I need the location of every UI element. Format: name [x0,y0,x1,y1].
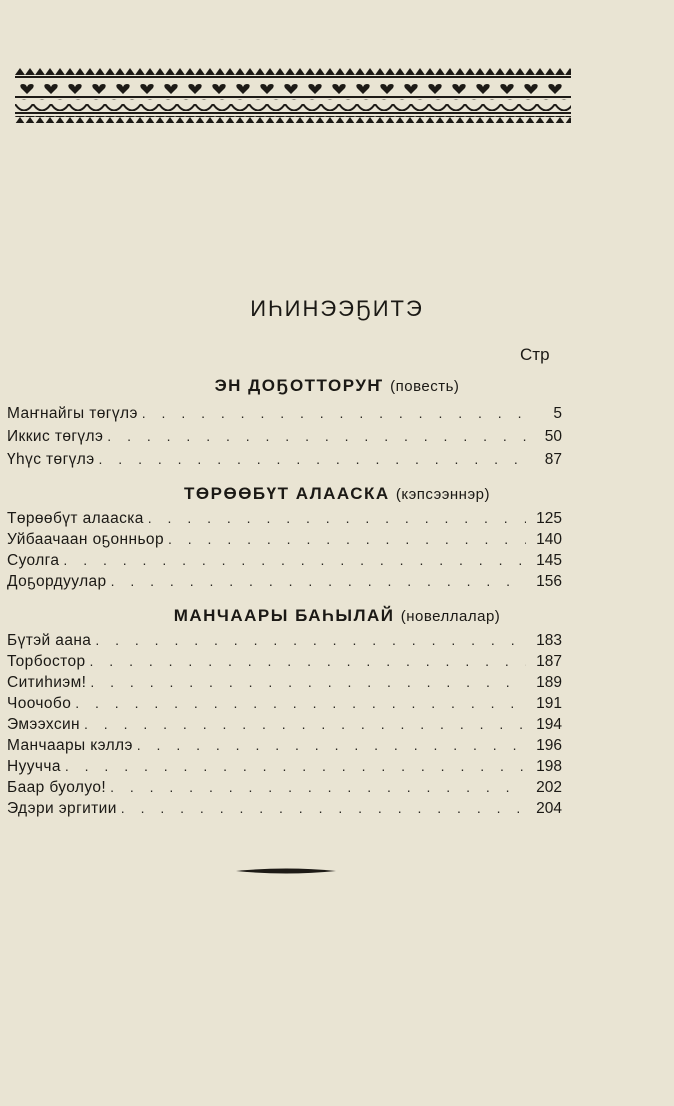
dot-leader [107,573,526,589]
decorative-rule [236,866,336,876]
entry-page: 156 [536,573,562,590]
dot-leader [86,653,526,669]
dot-leader [117,800,526,816]
dot-leader [144,510,526,526]
dot-leader [164,531,526,547]
entry-page: 198 [536,758,562,775]
entry-page: 87 [544,451,562,468]
toc-entry[interactable] [7,573,562,594]
entry-title: Торбостор [7,653,86,670]
dot-leader [106,779,526,795]
entry-page: 145 [536,552,562,569]
entry-title: Манчаары кэллэ [7,737,133,754]
section-title: ТӨРӨӨБҮТ АЛААСКА [184,484,390,503]
toc-entry[interactable] [7,531,562,552]
dot-leader [133,737,526,753]
entry-title: Баар буолуо! [7,779,107,796]
section-subtitle: (новеллалар) [400,608,501,625]
entry-page: 204 [536,800,562,817]
toc-entry[interactable] [7,800,562,821]
entry-title: Үһүс төгүлэ [7,451,95,468]
dot-leader [138,405,526,421]
toc-entry[interactable] [7,674,562,695]
entry-page: 125 [536,510,562,527]
entry-page: 183 [536,632,562,649]
entry-page: 189 [536,674,562,691]
toc-entry[interactable] [7,779,562,800]
dot-leader [71,695,526,711]
toc-entry[interactable] [7,510,562,531]
dot-leader [61,758,526,774]
toc-entry[interactable] [7,632,562,653]
toc-entry[interactable] [7,758,562,779]
entry-title: Уйбаачаан оҕонньор [7,531,164,548]
dot-leader [95,451,526,467]
section-title: ЭН ДОҔОТТОРУҤ [214,376,384,395]
toc-entry[interactable] [7,737,562,758]
section-heading [0,376,674,396]
ornamental-border [15,68,571,124]
toc-entry[interactable] [7,716,562,737]
toc-entry[interactable] [7,653,562,674]
dot-leader [80,716,526,732]
section-subtitle: (кэпсээннэр) [395,486,490,503]
toc-entry[interactable] [7,695,562,716]
page-column-label: Стр [520,345,550,364]
page-title: ИҺИНЭЭҔИТЭ [250,296,424,321]
entry-page: 50 [544,428,562,445]
section-heading [0,606,674,626]
toc-entry[interactable] [7,451,562,472]
entry-title: Суолга [7,552,60,569]
entry-page: 5 [553,405,562,422]
entry-page: 191 [536,695,562,712]
toc-entry[interactable] [7,405,562,426]
entry-page: 187 [536,653,562,670]
toc-entry[interactable] [7,552,562,573]
entry-title: Эдэри эргитии [7,800,117,817]
dot-leader [91,632,526,648]
entry-title: Бүтэй аана [7,632,92,649]
entry-title: Иккис төгүлэ [7,428,104,445]
entry-title: Ситиһиэм! [7,674,87,691]
entry-title: Маҥнайгы төгүлэ [7,405,138,422]
entry-title: Нуучча [7,758,61,775]
entry-page: 194 [536,716,562,733]
dot-leader [86,674,526,690]
entry-title: Доҕордуулар [7,573,107,590]
section-heading [0,484,674,504]
section-subtitle: (повесть) [390,378,460,395]
entry-title: Төрөөбүт алааска [7,510,144,527]
entry-page: 202 [536,779,562,796]
dot-leader [59,552,526,568]
section-title: МАНЧААРЫ БАҺЫЛАЙ [173,606,395,625]
entry-title: Чоочобо [7,695,72,712]
entry-page: 196 [536,737,562,754]
toc-entry[interactable] [7,428,562,449]
dot-leader [103,428,526,444]
entry-page: 140 [536,531,562,548]
entry-title: Эмээхсин [7,716,81,733]
